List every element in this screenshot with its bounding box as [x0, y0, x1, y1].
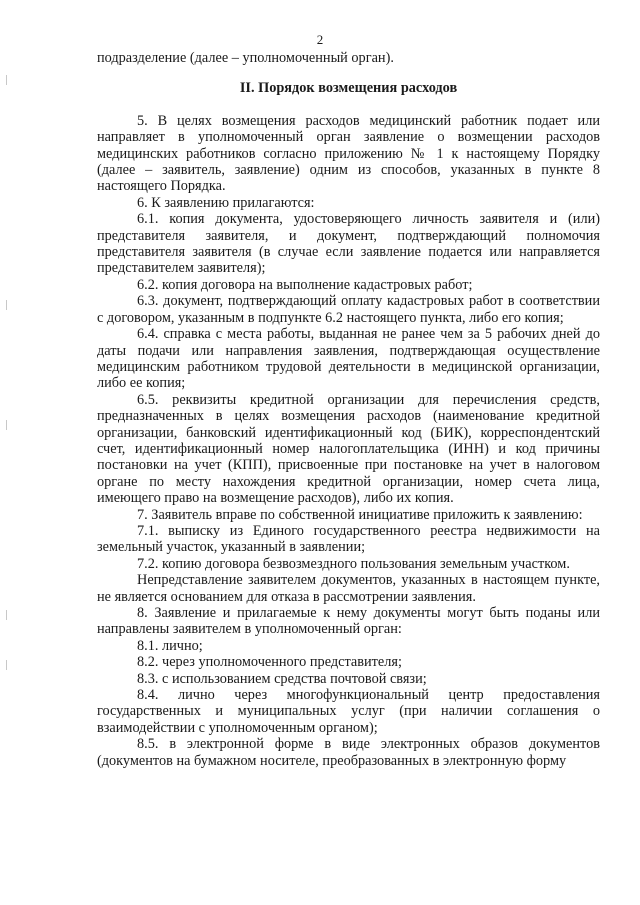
document-body: [97, 50, 600, 769]
paragraph-6-3: 6.3. документ, подтверждающий оплату кадастровых работ в соответствии с договором, указанным в подпункте 6.2 настоящего пункта, либо его копия;: [97, 293, 600, 326]
section-heading: II. Порядок возмещения расходов: [239, 80, 458, 97]
scan-margin-mark: [6, 300, 7, 310]
scan-margin-mark: [6, 660, 7, 670]
page-number: 2: [316, 32, 324, 47]
paragraph-6-5: 6.5. реквизиты кредитной организации для перечисления средств, предназначенных в целях возмещения расходов (наименование кредитной организации, банковский идентификационный код (БИК), корреспондентский счет, идентификационный номер налогоплательщика (ИНН) и код причины постановки на учет (КПП), присвоенные при постановке на учет в налоговом органе по месту нахождения кредитной организации, номер счета лица, имеющего право на возмещение расходов), либо их копия.: [97, 391, 600, 507]
paragraph-5: 5. В целях возмещения расходов медицинский работник подает или направляет в уполномоченный орган заявление о возмещении расходов медицинских работников согласно приложению № 1 к настоящему Порядку (далее – заявитель, заявление) одним из способов, указанных в пункте 8 настоящего Порядка.: [97, 112, 600, 195]
paragraph-7-2: 7.2. копию договора безвозмездного пользования земельным участком.: [137, 555, 570, 572]
paragraph-6: 6. К заявлению прилагаются:: [137, 194, 315, 211]
scan-margin-mark: [6, 420, 7, 430]
paragraph-8-5: 8.5. в электронной форме в виде электронных образов документов (документов на бумажном носителе, преобразованных в электронную форму: [97, 736, 600, 769]
paragraph-8-3: 8.3. с использованием средства почтовой связи;: [137, 670, 427, 687]
paragraph-6-1: 6.1. копия документа, удостоверяющего личность заявителя и (или) представителя заявителя, и документ, подтверждающий полномочия представителя заявителя (в случае если заявление подается или направляется представителем заявителя);: [97, 211, 600, 277]
paragraph-8-1: 8.1. лично;: [137, 637, 203, 654]
paragraph-6-2: 6.2. копия договора на выполнение кадастровых работ;: [137, 276, 473, 293]
paragraph-8: 8. Заявление и прилагаемые к нему документы могут быть поданы или направлены заявителем в уполномоченный орган:: [97, 605, 600, 638]
paragraph-8-2: 8.2. через уполномоченного представителя;: [137, 654, 402, 671]
intro-line: подразделение (далее – уполномоченный орган).: [97, 50, 394, 66]
scan-margin-mark: [6, 610, 7, 620]
paragraph-6-4: 6.4. справка с места работы, выданная не ранее чем за 5 рабочих дней до даты подачи или направления заявления, подтверждающая осуществление медицинским работником трудовой деятельности в медицинской организации, либо ее копия;: [97, 326, 600, 392]
paragraph-7: 7. Заявитель вправе по собственной инициативе приложить к заявлению:: [137, 506, 583, 523]
paragraph-7-1: 7.1. выписку из Единого государственного реестра недвижимости на земельный участок, указанный в заявлении;: [97, 522, 600, 556]
scan-margin-mark: [6, 75, 7, 85]
paragraph-8-4: 8.4. лично через многофункциональный центр предоставления государственных и муниципальных услуг (при наличии соглашения о взаимодействии с уполномоченным органом);: [97, 687, 600, 736]
paragraph-7-note: Непредставление заявителем документов, указанных в настоящем пункте, не является основанием для отказа в рассмотрении заявления.: [97, 572, 600, 605]
